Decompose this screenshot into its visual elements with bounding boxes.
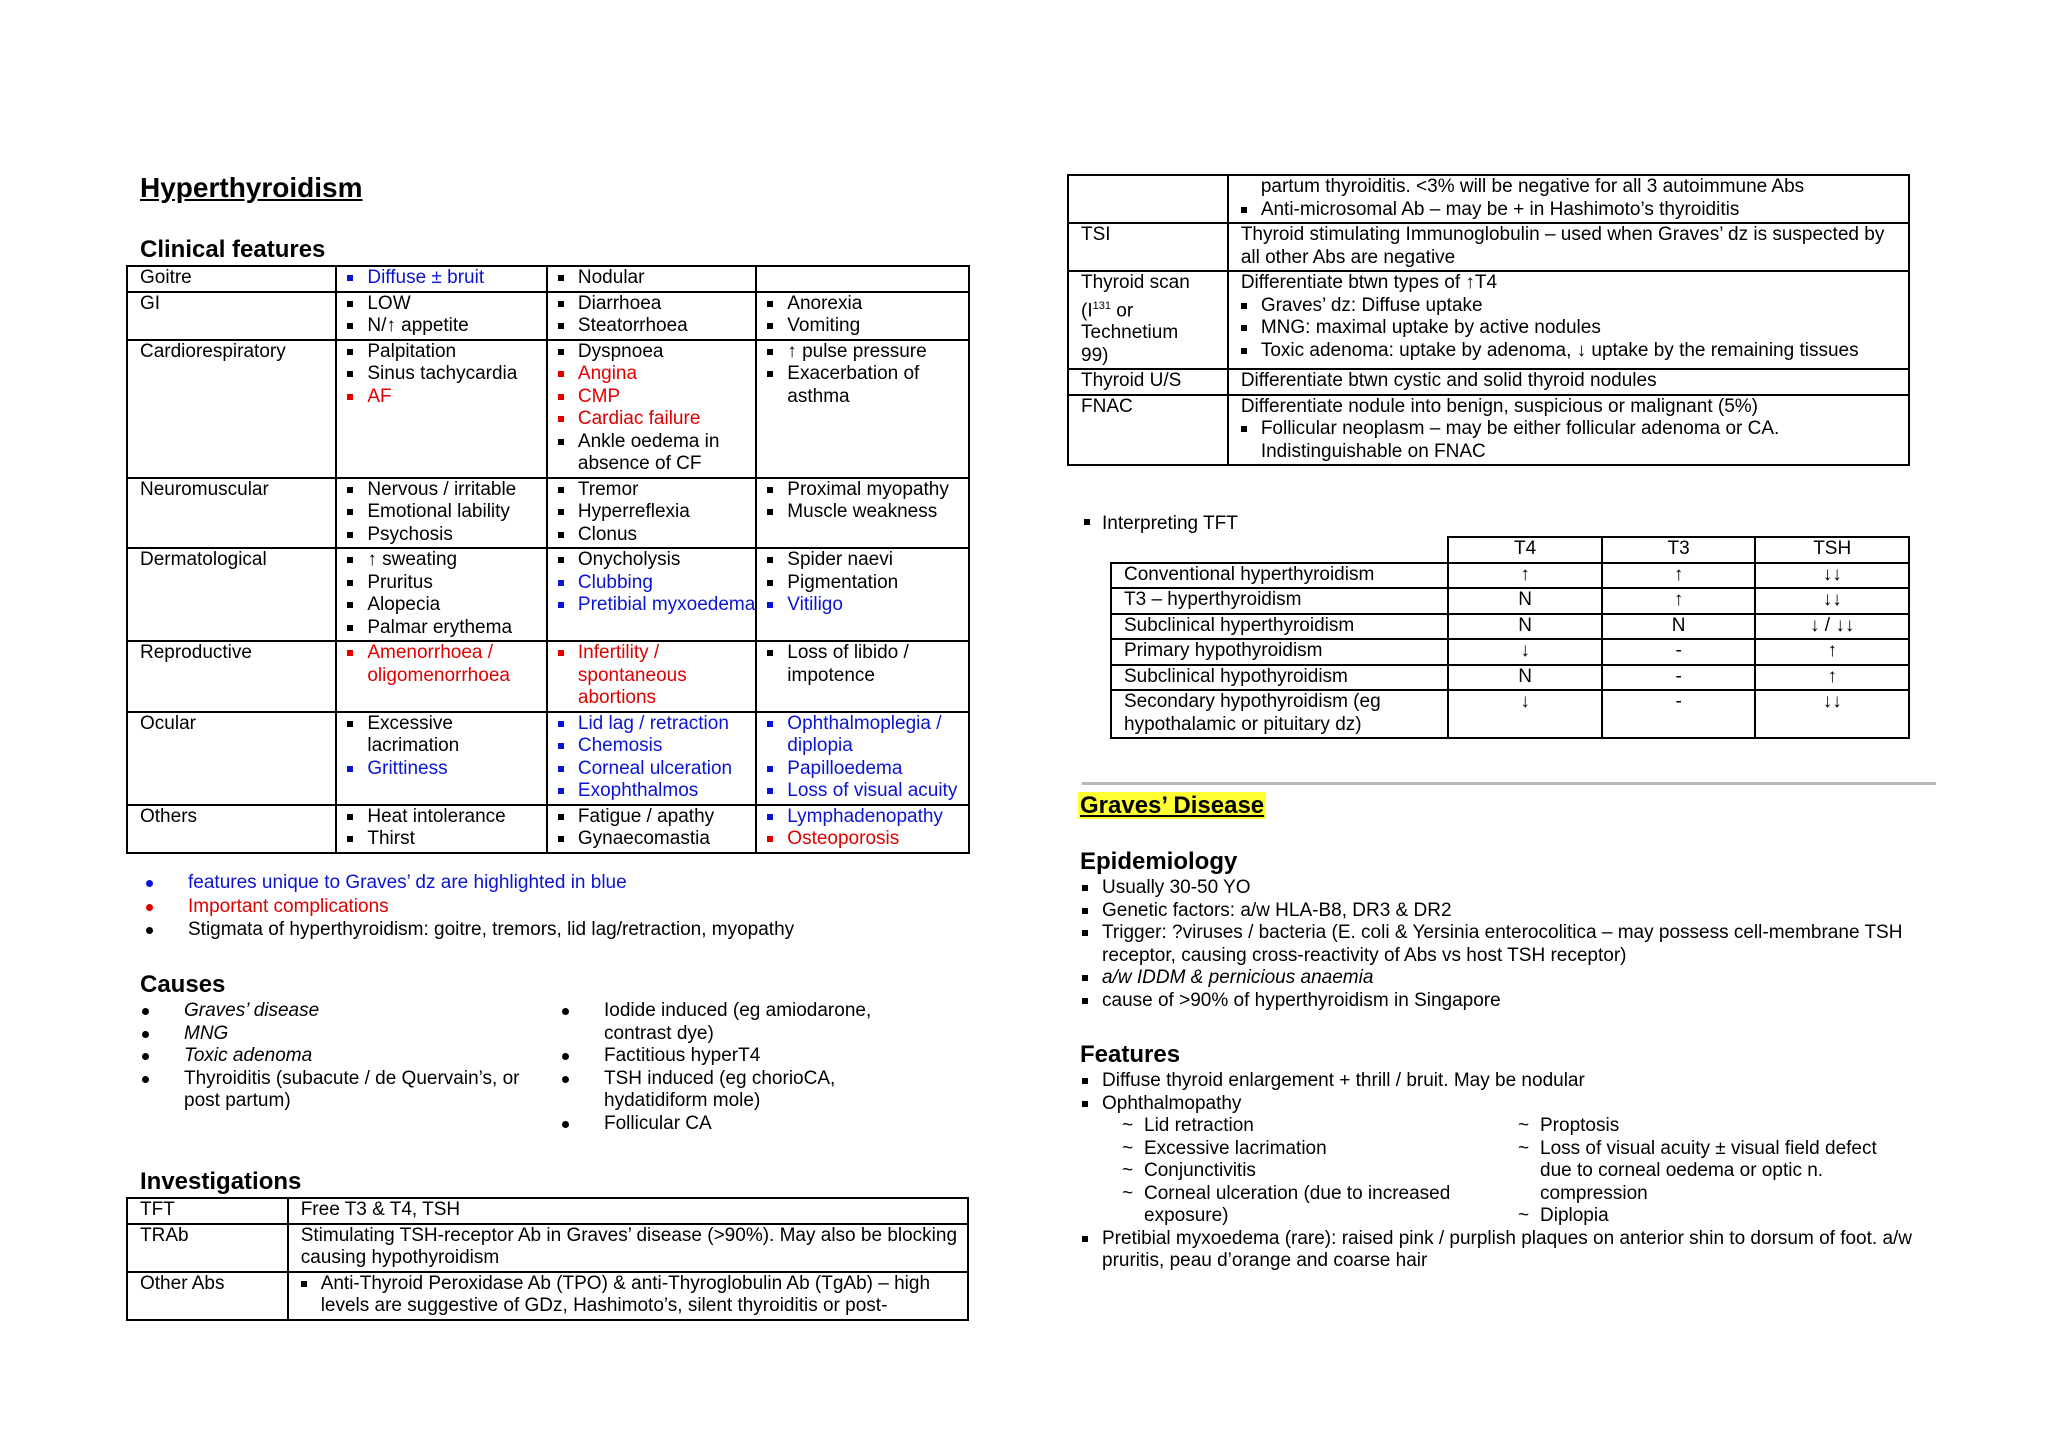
- clinical-cell: [756, 548, 969, 641]
- tft-t4: N: [1448, 588, 1602, 614]
- features-heading: Features: [1080, 1041, 1181, 1068]
- clinical-item: Loss of visual acuity: [767, 780, 968, 803]
- tilde-bullet-icon: ~: [1122, 1137, 1134, 1159]
- clinical-item: Dyspnoea: [558, 341, 755, 364]
- tft-t3: N: [1602, 614, 1756, 640]
- clinical-item: Diarrhoea: [558, 293, 755, 316]
- clinical-category: Cardiorespiratory: [127, 340, 336, 478]
- clinical-item: Lymphadenopathy: [767, 806, 968, 829]
- clinical-item: Excessive lacrimation: [347, 713, 546, 758]
- clinical-cell: [547, 340, 756, 478]
- clinical-cell: [336, 548, 547, 641]
- investigation-detail: Anti-Thyroid Peroxidase Ab (TPO) & anti-Thyroglobulin Ab (TgAb) – high levels are suggestive of GDz, Hashimoto’s, silent thyroiditis or post-: [288, 1272, 968, 1320]
- epidemiology-item: a/w IDDM & pernicious anaemia: [1082, 967, 1912, 990]
- clinical-item: Grittiness: [347, 758, 546, 781]
- investigation-text: Differentiate btwn cystic and solid thyroid nodules: [1240, 370, 1657, 392]
- clinical-row: [127, 805, 969, 853]
- features-list: [1082, 1070, 1912, 1273]
- investigation-detail: [1228, 369, 1909, 395]
- clinical-category: Neuromuscular: [127, 478, 336, 549]
- clinical-item: N/↑ appetite: [347, 315, 546, 338]
- investigation-name: TSI: [1068, 223, 1228, 271]
- clinical-item: Exacerbation of asthma: [767, 363, 968, 408]
- investigation-name: Other Abs: [127, 1272, 288, 1320]
- tft-condition: Subclinical hyperthyroidism: [1111, 614, 1448, 640]
- tft-table: [1110, 536, 1910, 739]
- clinical-item: Ankle oedema in absence of CF: [558, 431, 755, 476]
- clinical-cell: [547, 805, 756, 853]
- clinical-cell: [547, 292, 756, 340]
- clinical-item: Emotional lability: [347, 501, 546, 524]
- tft-t4: N: [1448, 614, 1602, 640]
- ophthalmopathy-item: ~ Conjunctivitis: [1122, 1160, 1256, 1181]
- legend-notes: [180, 872, 960, 943]
- clinical-item: Alopecia: [347, 594, 546, 617]
- tft-row: [1111, 665, 1909, 691]
- tft-t4: ↑: [1448, 563, 1602, 589]
- interpreting-tft-item: [1082, 513, 1238, 536]
- clinical-item: Tremor: [558, 479, 755, 502]
- investigation-name: TRAb: [127, 1224, 288, 1272]
- investigation-detail: [1228, 175, 1909, 223]
- tilde-bullet-icon: ~: [1122, 1160, 1134, 1181]
- clinical-cell: [756, 340, 969, 478]
- clinical-cell: [547, 478, 756, 549]
- clinical-item: Clubbing: [558, 572, 755, 595]
- ophthalmopathy-item: ~ Corneal ulceration (due to increased exposure): [1122, 1182, 1451, 1226]
- clinical-category: Reproductive: [127, 641, 336, 712]
- clinical-item: Thirst: [347, 828, 546, 851]
- epidemiology-item: Trigger: ?viruses / bacteria (E. coli & Yersinia enterocolitica – may possess cell-membrane TSH receptor, causing cross-reactivity of Abs vs host TSH receptor): [1082, 922, 1912, 967]
- ophthalmopathy-sublist: [1082, 1115, 1912, 1228]
- clinical-row: [127, 548, 969, 641]
- investigation-row: [1068, 369, 1909, 395]
- cause-item: MNG: [140, 1023, 560, 1046]
- tft-t4: ↓: [1448, 639, 1602, 665]
- tft-tsh: ↓↓: [1755, 690, 1909, 738]
- investigation-bullet: Toxic adenoma: uptake by adenoma, ↓ uptake by the remaining tissues: [1241, 340, 1908, 363]
- investigation-row: [127, 1224, 968, 1272]
- tft-header-row: [1111, 537, 1909, 563]
- tft-row: [1111, 614, 1909, 640]
- cause-item: Iodide induced (eg amiodarone, contrast dye): [560, 1000, 920, 1045]
- tft-t3: ↑: [1602, 588, 1756, 614]
- clinical-item: Diffuse ± bruit: [347, 267, 546, 290]
- investigation-detail: [1228, 395, 1909, 466]
- tft-row: [1111, 588, 1909, 614]
- clinical-cell: [336, 641, 547, 712]
- clinical-item: Infertility / spontaneous abortions: [558, 642, 755, 710]
- clinical-item: Proximal myopathy: [767, 479, 968, 502]
- clinical-row: [127, 266, 969, 292]
- tft-tsh: ↓↓: [1755, 588, 1909, 614]
- tilde-bullet-icon: ~: [1122, 1115, 1134, 1136]
- clinical-item: ↑ pulse pressure: [767, 341, 968, 364]
- clinical-item: Hyperreflexia: [558, 501, 755, 524]
- tft-t4: ↓: [1448, 690, 1602, 738]
- investigation-row: [127, 1198, 968, 1224]
- clinical-item: Clonus: [558, 524, 755, 547]
- clinical-item: Spider naevi: [767, 549, 968, 572]
- tft-condition: Primary hypothyroidism: [1111, 639, 1448, 665]
- clinical-item: Papilloedema: [767, 758, 968, 781]
- clinical-item: Pretibial myxoedema: [558, 594, 755, 617]
- investigation-bullet: Anti-microsomal Ab – may be + in Hashimoto’s thyroiditis: [1241, 199, 1908, 222]
- tft-t4: N: [1448, 665, 1602, 691]
- investigations-table: [126, 1197, 969, 1321]
- clinical-item: Palmar erythema: [347, 617, 546, 640]
- section-divider: [1082, 782, 1936, 785]
- ophthalmopathy-item: ~ Lid retraction: [1122, 1115, 1254, 1136]
- clinical-item: Angina: [558, 363, 755, 386]
- tilde-bullet-icon: ~: [1518, 1115, 1530, 1136]
- tft-condition: Conventional hyperthyroidism: [1111, 563, 1448, 589]
- clinical-row: [127, 340, 969, 478]
- legend-note: Stigmata of hyperthyroidism: goitre, tremors, lid lag/retraction, myopathy: [180, 919, 960, 942]
- clinical-item: Sinus tachycardia: [347, 363, 546, 386]
- feature-item: Diffuse thyroid enlargement + thrill / bruit. May be nodular: [1082, 1070, 1912, 1093]
- clinical-category: Ocular: [127, 712, 336, 805]
- causes-list-1: [140, 1000, 560, 1113]
- interpreting-tft-label: Interpreting TFT: [1102, 513, 1238, 534]
- investigations-heading: Investigations: [140, 1168, 302, 1195]
- clinical-row: [127, 292, 969, 340]
- clinical-item: AF: [347, 386, 546, 409]
- clinical-cell: [756, 478, 969, 549]
- cause-item: Follicular CA: [560, 1113, 920, 1136]
- clinical-item: Pigmentation: [767, 572, 968, 595]
- clinical-item: Chemosis: [558, 735, 755, 758]
- clinical-cell: [336, 712, 547, 805]
- clinical-item: Fatigue / apathy: [558, 806, 755, 829]
- investigation-detail: [1228, 223, 1909, 271]
- tft-condition: T3 – hyperthyroidism: [1111, 588, 1448, 614]
- clinical-features-table: [126, 265, 970, 854]
- investigation-bullet: Graves’ dz: Diffuse uptake: [1241, 295, 1908, 318]
- clinical-row: [127, 478, 969, 549]
- cause-item: TSH induced (eg chorioCA, hydatidiform mole): [560, 1068, 920, 1113]
- epidemiology-item: Usually 30-50 YO: [1082, 877, 1912, 900]
- tft-tsh: ↓↓: [1755, 563, 1909, 589]
- graves-title: [1078, 792, 1266, 820]
- clinical-features-heading: Clinical features: [140, 236, 326, 263]
- tft-condition: Secondary hypothyroidism (eg hypothalamic or pituitary dz): [1111, 690, 1448, 738]
- clinical-item: Cardiac failure: [558, 408, 755, 431]
- tft-t3: ↑: [1602, 563, 1756, 589]
- clinical-category: Dermatological: [127, 548, 336, 641]
- cause-item: Factitious hyperT4: [560, 1045, 920, 1068]
- clinical-item: LOW: [347, 293, 546, 316]
- tft-header: T4: [1448, 537, 1602, 563]
- ophthalmopathy-item: ~ Loss of visual acuity ± visual field defect due to corneal oedema or optic n. compression: [1518, 1137, 1877, 1204]
- tft-t3: -: [1602, 665, 1756, 691]
- graves-title-text: Graves’ Disease: [1080, 792, 1265, 819]
- clinical-item: Onycholysis: [558, 549, 755, 572]
- clinical-item: Loss of libido / impotence: [767, 642, 968, 687]
- page-title: Hyperthyroidism: [140, 172, 363, 203]
- investigation-text: Differentiate nodule into benign, suspicious or malignant (5%): [1240, 395, 1758, 417]
- investigation-detail: Stimulating TSH-receptor Ab in Graves’ disease (>90%). May also be blocking causing hypothyroidism: [288, 1224, 968, 1272]
- clinical-cell: [336, 266, 547, 292]
- investigation-row: [1068, 271, 1909, 369]
- clinical-item: Palpitation: [347, 341, 546, 364]
- clinical-category: Goitre: [127, 266, 336, 292]
- clinical-item: Heat intolerance: [347, 806, 546, 829]
- clinical-item: Exophthalmos: [558, 780, 755, 803]
- investigations-table-continued: [1067, 174, 1910, 466]
- clinical-cell: [336, 478, 547, 549]
- tilde-bullet-icon: ~: [1518, 1137, 1530, 1159]
- tft-row: [1111, 690, 1909, 738]
- ophthalmopathy-item: ~ Excessive lacrimation: [1122, 1137, 1327, 1159]
- investigation-detail: [1228, 271, 1909, 369]
- clinical-item: Osteoporosis: [767, 828, 968, 851]
- clinical-item: Pruritus: [347, 572, 546, 595]
- clinical-cell: [336, 340, 547, 478]
- clinical-item: ↑ sweating: [347, 549, 546, 572]
- causes-list-2: [560, 1000, 920, 1135]
- clinical-item: Vomiting: [767, 315, 968, 338]
- investigation-text: partum thyroiditis. <3% will be negative for all 3 autoimmune Abs: [1260, 176, 1805, 197]
- causes-heading: Causes: [140, 971, 226, 998]
- tilde-bullet-icon: ~: [1518, 1205, 1530, 1226]
- epidemiology-heading: Epidemiology: [1080, 848, 1238, 875]
- cause-item: Thyroiditis (subacute / de Quervain’s, or post partum): [140, 1068, 560, 1113]
- investigation-name: Thyroid scan ($I^{131}$ or Technetium 99): [1068, 271, 1228, 369]
- tft-corner: [1111, 537, 1448, 563]
- tft-tsh: ↓ / ↓↓: [1755, 614, 1909, 640]
- legend-note: Important complications: [180, 896, 960, 919]
- investigation-detail: Free T3 & T4, TSH: [288, 1198, 968, 1224]
- clinical-cell: [756, 712, 969, 805]
- tft-t3: -: [1602, 690, 1756, 738]
- investigation-row: [127, 1272, 968, 1320]
- investigation-row: [1068, 175, 1909, 223]
- clinical-item: Anorexia: [767, 293, 968, 316]
- feature-item: Ophthalmopathy: [1082, 1093, 1912, 1116]
- investigation-name: Thyroid U/S: [1068, 369, 1228, 395]
- clinical-item: Lid lag / retraction: [558, 713, 755, 736]
- investigation-text: Differentiate btwn types of ↑T4: [1240, 272, 1498, 293]
- clinical-item: Vitiligo: [767, 594, 968, 617]
- clinical-item: Amenorrhoea / oligomenorrhoea: [347, 642, 546, 687]
- clinical-cell: [547, 266, 756, 292]
- clinical-cell: [756, 266, 969, 292]
- feature-item: Pretibial myxoedema (rare): raised pink / purplish plaques on anterior shin to dorsum of foot. a/w pruritis, peau d’orange and coarse hair: [1082, 1228, 1912, 1273]
- tft-row: [1111, 639, 1909, 665]
- investigation-row: [1068, 223, 1909, 271]
- clinical-cell: [336, 292, 547, 340]
- investigation-bullet: MNG: maximal uptake by active nodules: [1241, 317, 1908, 340]
- clinical-cell: [756, 292, 969, 340]
- clinical-cell: [547, 712, 756, 805]
- clinical-item: Gynaecomastia: [558, 828, 755, 851]
- investigation-name: TFT: [127, 1198, 288, 1224]
- investigation-row: [1068, 395, 1909, 466]
- tft-condition: Subclinical hypothyroidism: [1111, 665, 1448, 691]
- cause-item: Graves’ disease: [140, 1000, 560, 1023]
- clinical-item: Nodular: [558, 267, 755, 290]
- tft-header: T3: [1602, 537, 1756, 563]
- clinical-row: [127, 712, 969, 805]
- tft-row: [1111, 563, 1909, 589]
- clinical-item: CMP: [558, 386, 755, 409]
- clinical-cell: [756, 641, 969, 712]
- clinical-category: Others: [127, 805, 336, 853]
- cause-item: Toxic adenoma: [140, 1045, 560, 1068]
- clinical-cell: [756, 805, 969, 853]
- clinical-category: GI: [127, 292, 336, 340]
- ophthalmopathy-item: ~ Diplopia: [1518, 1205, 1609, 1226]
- clinical-cell: [336, 805, 547, 853]
- clinical-item: Nervous / irritable: [347, 479, 546, 502]
- clinical-cell: [547, 548, 756, 641]
- clinical-item: Steatorrhoea: [558, 315, 755, 338]
- investigation-name: FNAC: [1068, 395, 1228, 466]
- epidemiology-item: cause of >90% of hyperthyroidism in Singapore: [1082, 990, 1912, 1013]
- clinical-cell: [547, 641, 756, 712]
- investigation-bullet: Follicular neoplasm – may be either follicular adenoma or CA. Indistinguishable on FNAC: [1241, 418, 1908, 463]
- clinical-row: [127, 641, 969, 712]
- clinical-item: Muscle weakness: [767, 501, 968, 524]
- tft-header: TSH: [1755, 537, 1909, 563]
- clinical-item: Corneal ulceration: [558, 758, 755, 781]
- tft-tsh: ↑: [1755, 639, 1909, 665]
- ophthalmopathy-item: ~ Proptosis: [1518, 1115, 1620, 1136]
- legend-note: features unique to Graves’ dz are highlighted in blue: [180, 872, 960, 895]
- tft-tsh: ↑: [1755, 665, 1909, 691]
- epidemiology-item: Genetic factors: a/w HLA-B8, DR3 & DR2: [1082, 900, 1912, 923]
- clinical-item: Ophthalmoplegia / diplopia: [767, 713, 968, 758]
- tilde-bullet-icon: ~: [1122, 1182, 1134, 1204]
- epidemiology-list: [1082, 877, 1912, 1012]
- clinical-item: Psychosis: [347, 524, 546, 547]
- investigation-text: Thyroid stimulating Immunoglobulin – used when Graves’ dz is suspected by all other Abs are negative: [1240, 224, 1885, 268]
- tft-t3: -: [1602, 639, 1756, 665]
- investigation-name: [1068, 175, 1228, 223]
